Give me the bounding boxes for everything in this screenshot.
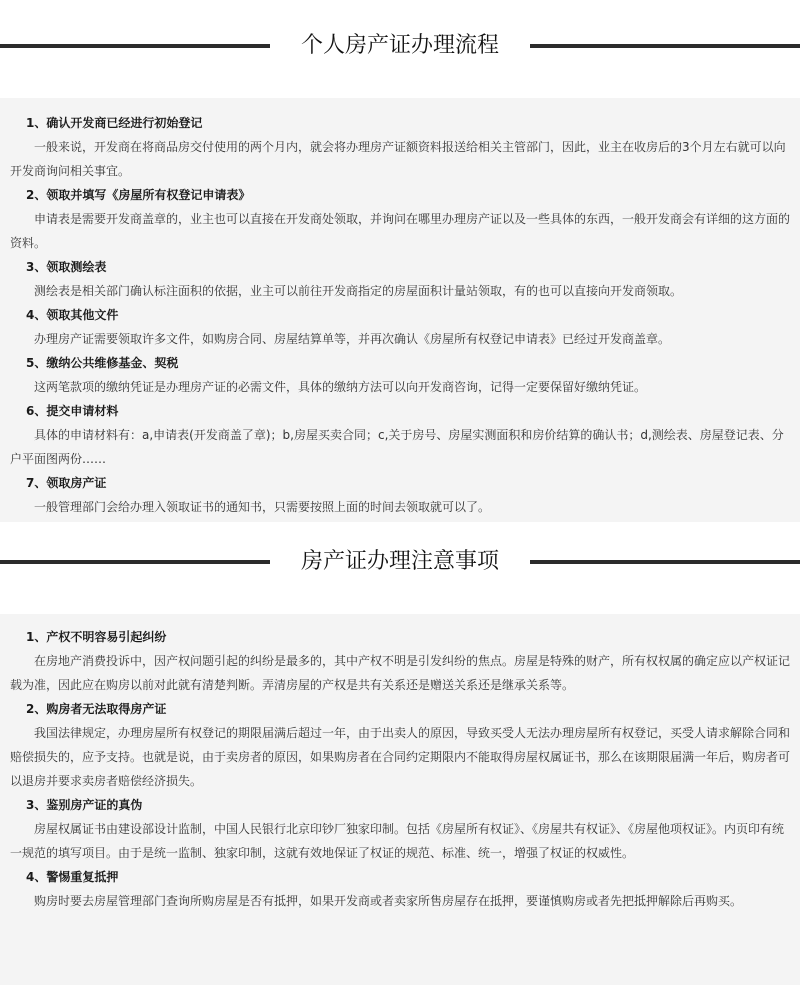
item-body: 申请表是需要开发商盖章的，业主也可以直接在开发商处领取，并询问在哪里办理房产证以及一些具体的东西，一般开发商会有详细的这方面的资料。 (10, 212, 791, 250)
notes-panel (0, 614, 800, 985)
section-header-notes (0, 540, 800, 584)
item-title: 1、产权不明容易引起纠纷 (26, 630, 167, 644)
list-item (10, 793, 792, 865)
item-body: 测绘表是相关部门确认标注面积的依据，业主可以前往开发商指定的房屋面积计量站领取，有的也可以直接向开发商领取。 (34, 284, 683, 298)
item-title: 2、购房者无法取得房产证 (26, 702, 167, 716)
process-panel (0, 98, 800, 522)
section-header-process (0, 24, 800, 68)
section-title: 房产证办理注意事项 (300, 549, 499, 574)
item-body: 购房时要去房屋管理部门查询所购房屋是否有抵押，如果开发商或者卖家所售房屋存在抵押，要谨慎购房或者先把抵押解除后再购买。 (34, 894, 743, 908)
item-body: 一般来说，开发商在将商品房交付使用的两个月内，就会将办理房产证额资料报送给相关主管部门，因此，业主在收房后的3个月左右就可以向开发商询问相关事宜。 (10, 140, 786, 178)
item-body: 一般管理部门会给办理入领取证书的通知书，只需要按照上面的时间去领取就可以了。 (34, 500, 491, 514)
list-item (10, 399, 792, 471)
divider-line (530, 44, 800, 48)
item-body: 房屋权属证书由建设部设计监制，中国人民银行北京印钞厂独家印制。包括《房屋所有权证》、《房屋共有权证》、《房屋他项权证》。内页印有统一规范的填写项目。由于是统一监制、独家印制，这就有效地保证了权证的规范、标准、统一，增强了权证的权威性。 (10, 822, 785, 860)
notes-list (10, 625, 792, 913)
list-item (10, 865, 792, 913)
divider-line (0, 44, 270, 48)
item-title: 7、领取房产证 (26, 476, 107, 490)
list-item (10, 625, 792, 697)
item-body: 具体的申请材料有：a,申请表(开发商盖了章)；b,房屋买卖合同；c,关于房号、房屋实测面积和房价结算的确认书；d,测绘表、房屋登记表、分户平面图两份…… (10, 428, 784, 466)
list-item (10, 351, 792, 399)
item-title: 6、提交申请材料 (26, 404, 119, 418)
item-title: 1、确认开发商已经进行初始登记 (26, 116, 203, 130)
divider-line (0, 560, 270, 564)
list-item (10, 183, 792, 255)
item-title: 2、领取并填写《房屋所有权登记申请表》 (26, 188, 251, 202)
item-body: 在房地产消费投诉中，因产权问题引起的纠纷是最多的，其中产权不明是引发纠纷的焦点。房屋是特殊的财产，所有权权属的确定应以产权证记载为准，因此应在购房以前对此就有清楚判断。弄清房屋的产权是共有关系还是赠送关系还是继承关系等。 (10, 654, 791, 692)
item-body: 这两笔款项的缴纳凭证是办理房产证的必需文件，具体的缴纳方法可以向开发商咨询，记得一定要保留好缴纳凭证。 (34, 380, 647, 394)
item-title: 3、领取测绘表 (26, 260, 107, 274)
list-item (10, 111, 792, 183)
item-title: 4、领取其他文件 (26, 308, 119, 322)
list-item (10, 697, 792, 793)
list-item (10, 255, 792, 303)
item-title: 4、警惕重复抵押 (26, 870, 119, 884)
item-title: 3、鉴别房产证的真伪 (26, 798, 143, 812)
item-body: 办理房产证需要领取许多文件，如购房合同、房屋结算单等，并再次确认《房屋所有权登记申请表》已经过开发商盖章。 (34, 332, 671, 346)
process-list (10, 111, 792, 519)
section-title: 个人房产证办理流程 (300, 33, 499, 58)
divider-line (530, 560, 800, 564)
list-item (10, 303, 792, 351)
item-body: 我国法律规定，办理房屋所有权登记的期限届满后超过一年，由于出卖人的原因，导致买受人无法办理房屋所有权登记，买受人请求解除合同和赔偿损失的，应予支持。也就是说，由于卖房者的原因，如果购房者在合同约定期限内不能取得房屋权属证书，那么在该期限届满一年后，购房者可以退房并要求卖房者赔偿经济损失。 (10, 726, 791, 788)
list-item (10, 471, 792, 519)
item-title: 5、缴纳公共维修基金、契税 (26, 356, 179, 370)
